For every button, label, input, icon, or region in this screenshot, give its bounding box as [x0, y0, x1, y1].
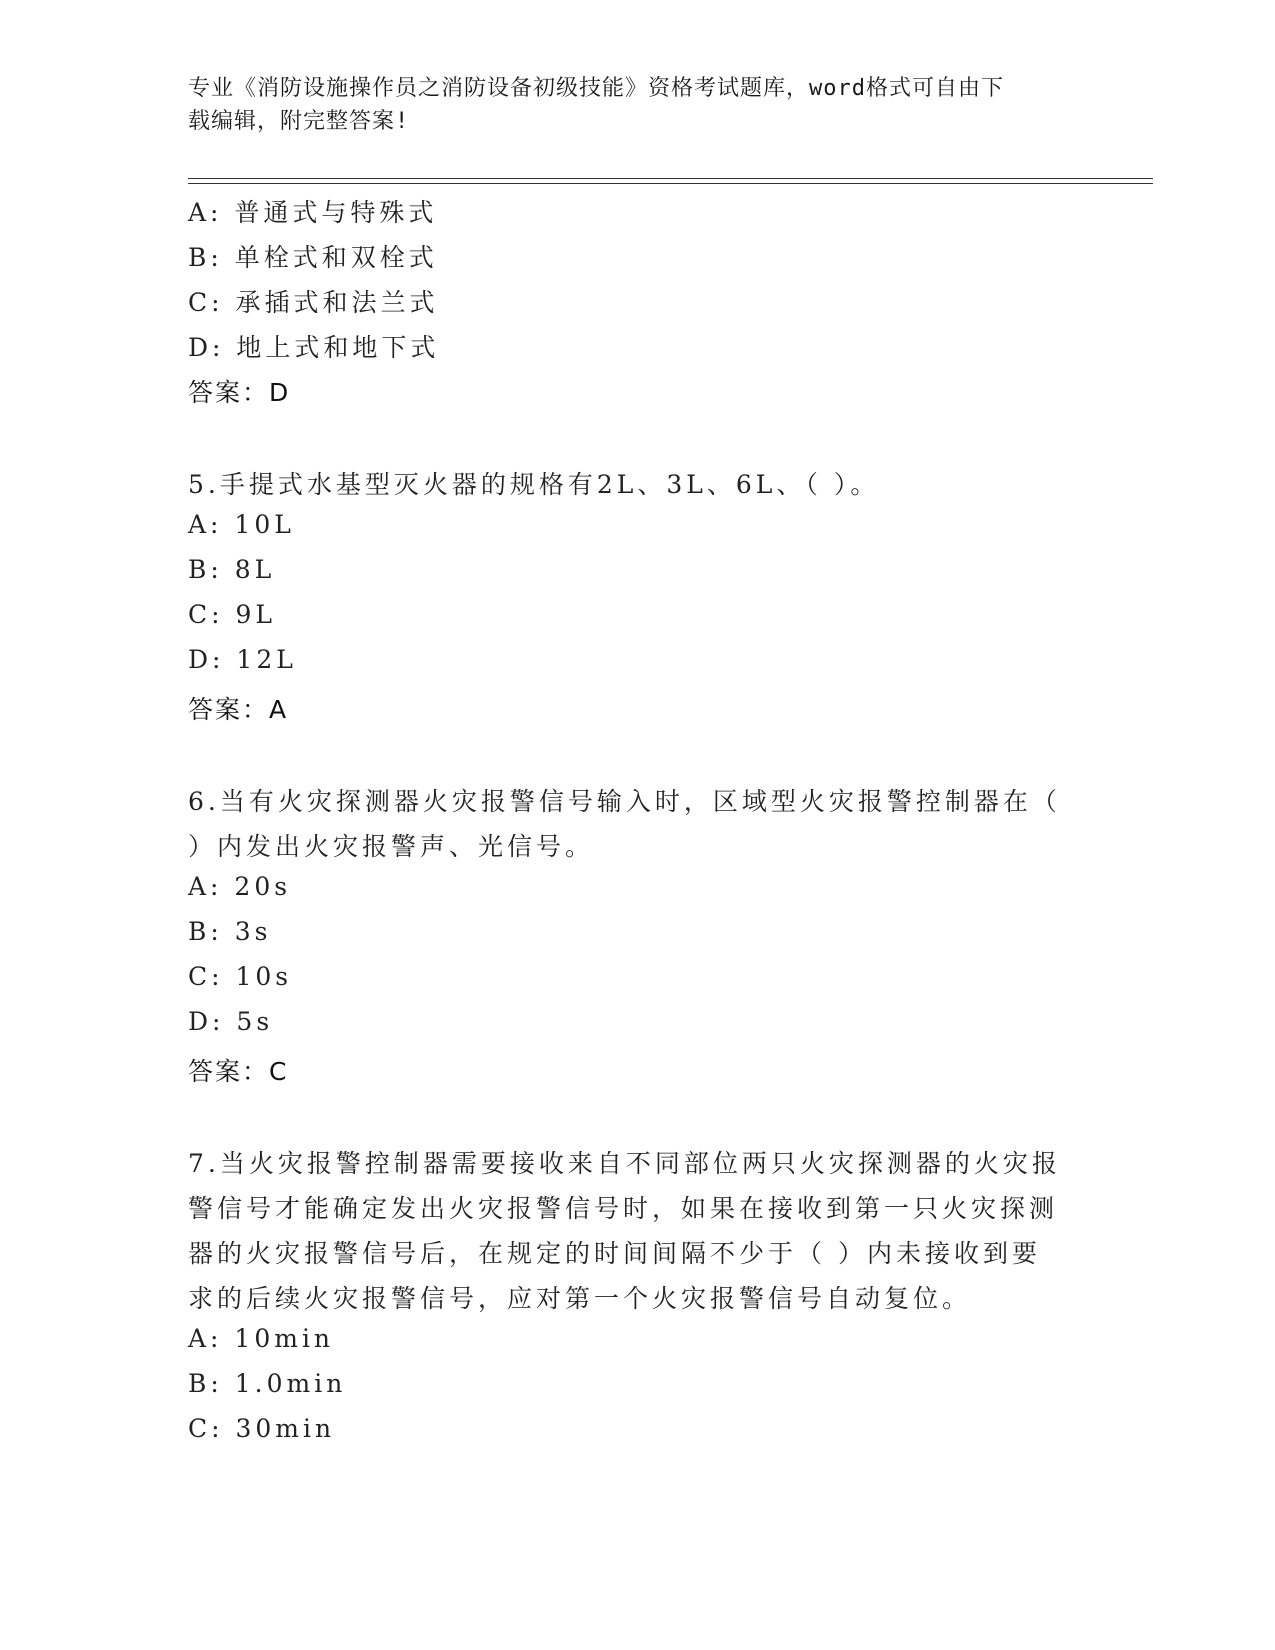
q6-option-b: B: 3s	[188, 917, 272, 946]
header-divider-bottom	[188, 183, 1153, 184]
q5-option-d: D: 12L	[188, 645, 297, 674]
q6-option-c: C: 10s	[188, 962, 293, 991]
q5-option-c: C: 9L	[188, 600, 277, 629]
q4-option-b: B: 单栓式和双栓式	[188, 243, 438, 272]
q6-stem-line-1: 6.当有火灾探测器火灾报警信号输入时，区域型火灾报警控制器在（	[188, 787, 1061, 816]
q7-stem-line-4: 求的后续火灾报警信号，应对第一个火灾报警信号自动复位。	[188, 1284, 972, 1313]
q7-stem-line-3: 器的火灾报警信号后，在规定的时间间隔不少于（ ）内未接收到要	[188, 1239, 1041, 1268]
q7-option-a: A: 10min	[188, 1324, 335, 1353]
q4-option-d: D: 地上式和地下式	[188, 333, 440, 362]
q5-answer: 答案：A	[188, 695, 289, 724]
q7-stem-line-2: 警信号才能确定发出火灾报警信号时，如果在接收到第一只火灾探测	[188, 1194, 1059, 1223]
header-divider-top	[188, 178, 1153, 179]
q6-stem-line-2: ）内发出火灾报警声、光信号。	[188, 832, 595, 861]
q4-answer: 答案：D	[188, 378, 291, 407]
q7-option-b: B: 1.0min	[188, 1369, 347, 1398]
q7-option-c: C: 30min	[188, 1414, 336, 1443]
header-line-1: 专业《消防设施操作员之消防设备初级技能》资格考试题库，word格式可自由下	[188, 76, 1004, 101]
q6-answer: 答案：C	[188, 1057, 289, 1086]
q6-option-d: D: 5s	[188, 1007, 274, 1036]
document-header	[188, 72, 1078, 138]
q4-option-c: C: 承插式和法兰式	[188, 288, 439, 317]
header-line-2: 载编辑，附完整答案!	[188, 109, 410, 134]
q4-option-a: A: 普通式与特殊式	[188, 198, 438, 227]
q6-option-a: A: 20s	[188, 872, 292, 901]
q5-stem: 5.手提式水基型灭火器的规格有2L、3L、6L、（ ）。	[188, 470, 880, 499]
q7-stem-line-1: 7.当火灾报警控制器需要接收来自不同部位两只火灾探测器的火灾报	[188, 1149, 1061, 1178]
q5-option-a: A: 10L	[188, 510, 295, 539]
q5-option-b: B: 8L	[188, 555, 276, 584]
